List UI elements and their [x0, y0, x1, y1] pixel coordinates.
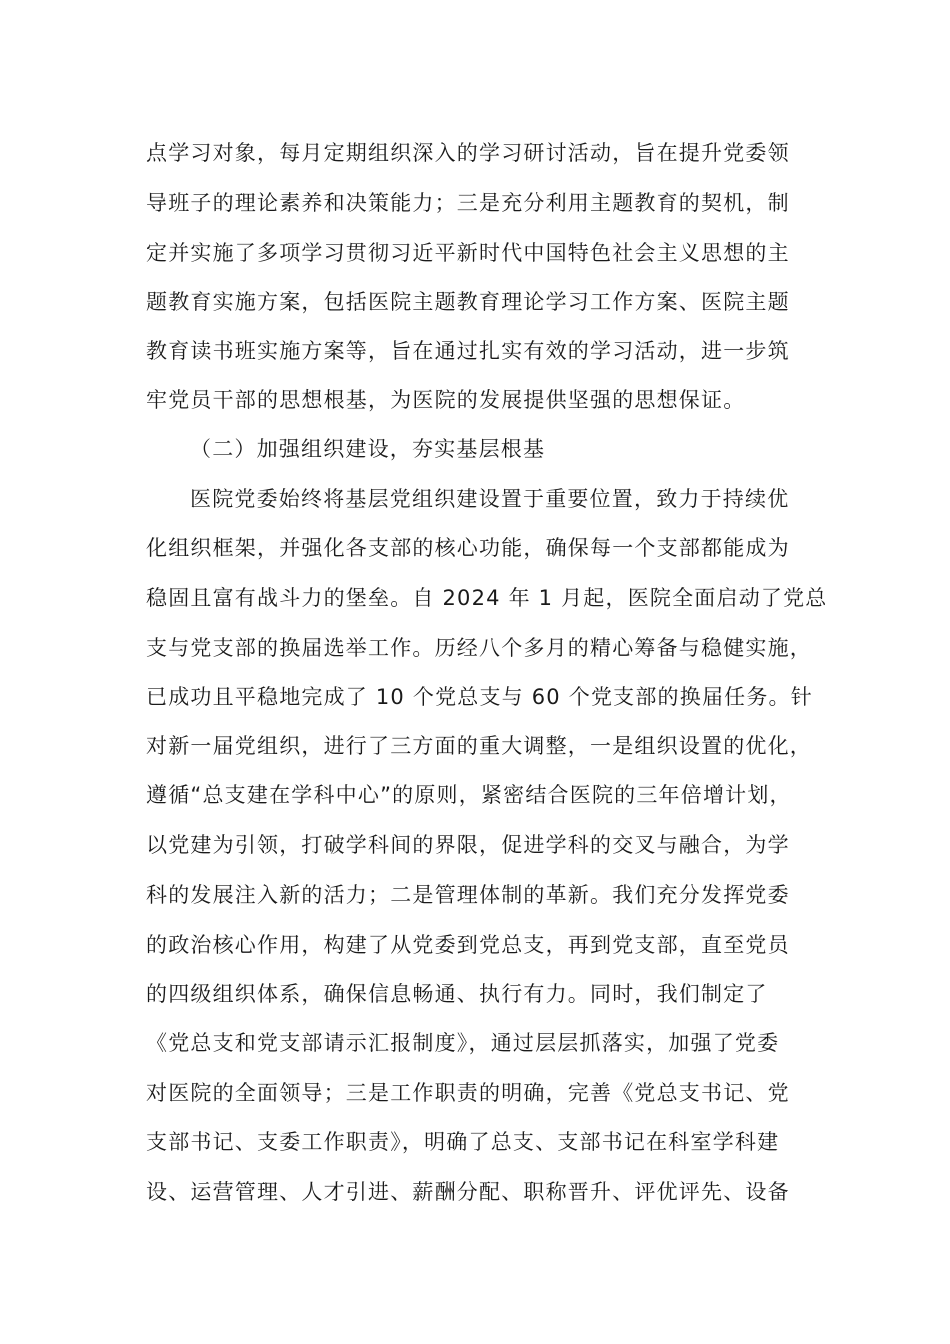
body-text-line: 导班子的理论素养和决策能力；三是充分利用主题教育的契机，制: [146, 191, 790, 215]
body-text-line: 遵循“总支建在学科中心”的原则，紧密结合医院的三年倍增计划，: [146, 783, 792, 807]
body-text-line: 以党建为引领，打破学科间的界限，促进学科的交叉与融合，为学: [146, 833, 790, 857]
body-text-line: 对新一届党组织，进行了三方面的重大调整，一是组织设置的优化，: [146, 734, 812, 758]
body-text-line: 支部书记、支委工作职责》，明确了总支、支部书记在科室学科建: [146, 1130, 780, 1154]
body-text-line: 点学习对象，每月定期组织深入的学习研讨活动，旨在提升党委领: [146, 141, 790, 165]
body-text-line: 对医院的全面领导；三是工作职责的明确，完善《党总支书记、党: [146, 1081, 790, 1105]
body-text-line: 稳固且富有战斗力的堡垒。自 2024 年 1 月起，医院全面启动了党总: [146, 586, 828, 610]
body-text-line: 化组织框架，并强化各支部的核心功能，确保每一个支部都能成为: [146, 536, 790, 560]
body-text-line: 定并实施了多项学习贯彻习近平新时代中国特色社会主义思想的主: [146, 241, 790, 265]
body-text-line: 支与党支部的换届选举工作。历经八个多月的精心筹备与稳健实施，: [146, 636, 812, 660]
body-text-line: 设、运营管理、人才引进、薪酬分配、职称晋升、评优评先、设备: [146, 1180, 790, 1204]
body-text-line: 科的发展注入新的活力；二是管理体制的革新。我们充分发挥党委: [146, 883, 790, 907]
body-text-line: 的政治核心作用，构建了从党委到党总支，再到党支部，直至党员: [146, 933, 790, 957]
body-text-line: 已成功且平稳地完成了 10 个党总支与 60 个党支部的换届任务。针: [146, 685, 813, 709]
body-text-line: 牢党员干部的思想根基，为医院的发展提供坚强的思想保证。: [146, 388, 746, 412]
body-text-line: 的四级组织体系，确保信息畅通、执行有力。同时，我们制定了: [146, 982, 768, 1006]
body-text-line: 教育读书班实施方案等，旨在通过扎实有效的学习活动，进一步筑: [146, 339, 790, 363]
body-text-line: 题教育实施方案，包括医院主题教育理论学习工作方案、医院主题: [146, 290, 790, 314]
section-heading: （二）加强组织建设，夯实基层根基: [190, 437, 546, 461]
body-text-line: 医院党委始终将基层党组织建设置于重要位置，致力于持续优: [190, 487, 790, 511]
body-text-line: 《党总支和党支部请示汇报制度》，通过层层抓落实，加强了党委: [146, 1031, 780, 1055]
